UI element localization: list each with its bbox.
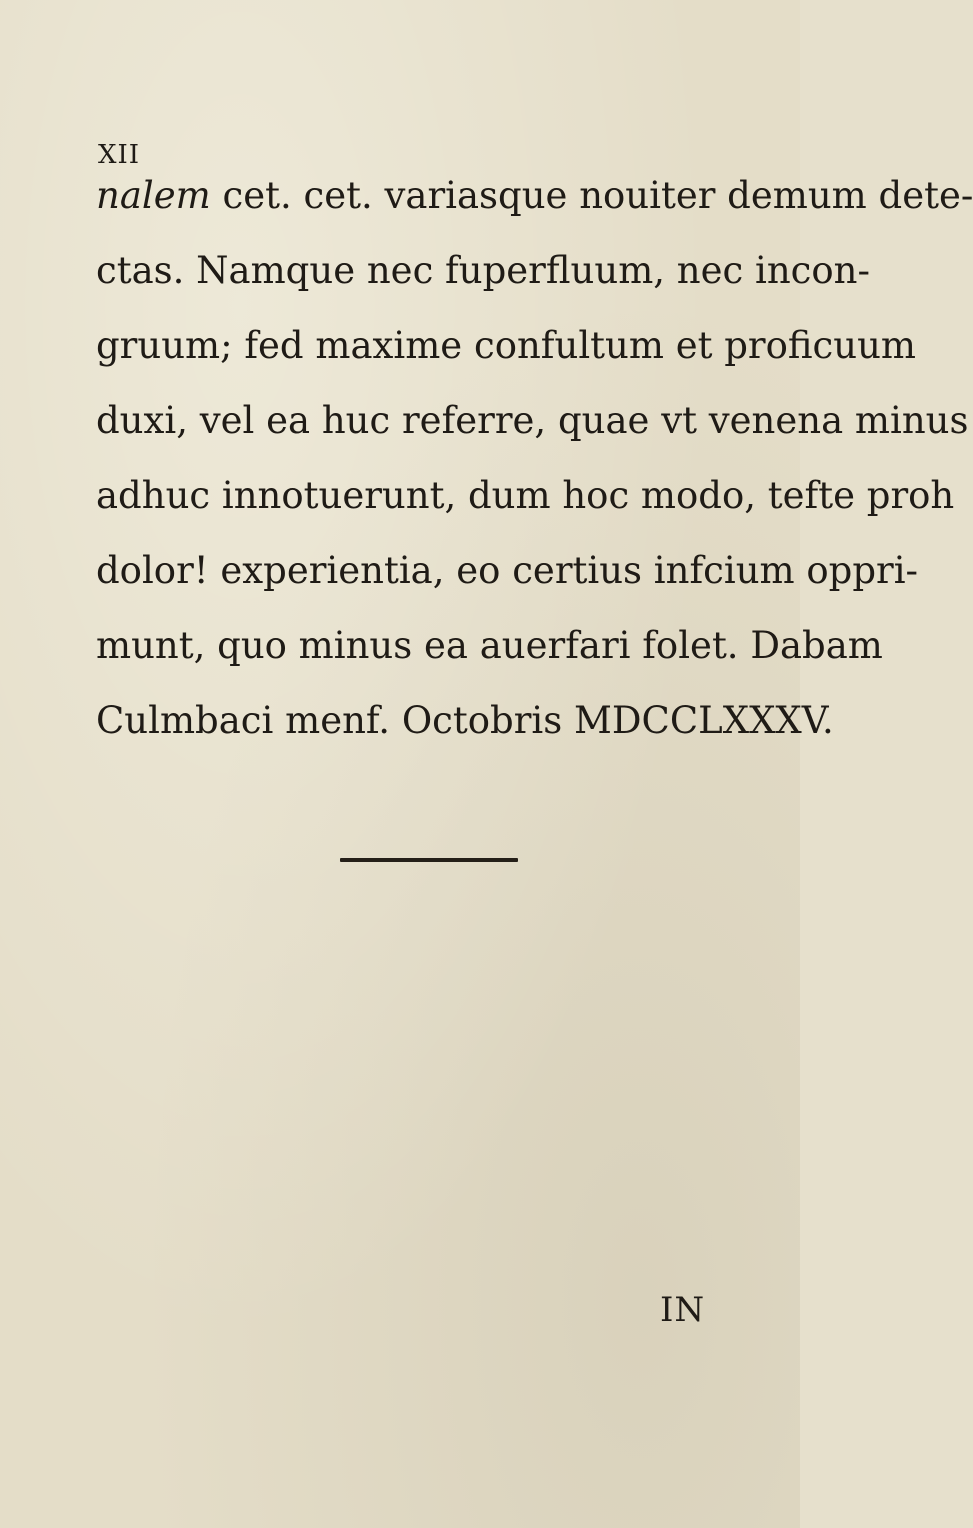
section-divider-rule xyxy=(340,858,518,862)
body-text xyxy=(96,158,973,758)
text-line-3 xyxy=(96,308,917,383)
line-text: cet. cet. variasque nouiter demum dete- xyxy=(210,174,973,217)
text-line-5 xyxy=(96,458,955,533)
text-line-2 xyxy=(96,233,871,308)
line-text: ctas. Namque nec fuperfluum, nec incon- xyxy=(96,249,871,292)
line-text: duxi, vel ea huc referre, quae vt venena minus xyxy=(96,399,969,442)
line-text: Culmbaci menf. Octobris MDCCLXXXV. xyxy=(96,699,834,742)
catchword: IN xyxy=(660,1290,706,1330)
line-text: gruum; fed maxime confultum et proficuum xyxy=(96,324,917,367)
text-line-1 xyxy=(96,158,973,233)
text-line-6 xyxy=(96,533,919,608)
line-text: dolor! experientia, eo certius infcium oppri- xyxy=(96,549,919,592)
text-line-7 xyxy=(96,608,883,683)
italic-word: nalem xyxy=(96,174,211,217)
text-line-8 xyxy=(96,683,834,758)
text-line-4 xyxy=(96,383,969,458)
page-number: XII xyxy=(98,140,141,170)
line-text: munt, quo minus ea auerfari folet. Dabam xyxy=(96,624,883,667)
line-text: adhuc innotuerunt, dum hoc modo, tefte proh xyxy=(96,474,955,517)
